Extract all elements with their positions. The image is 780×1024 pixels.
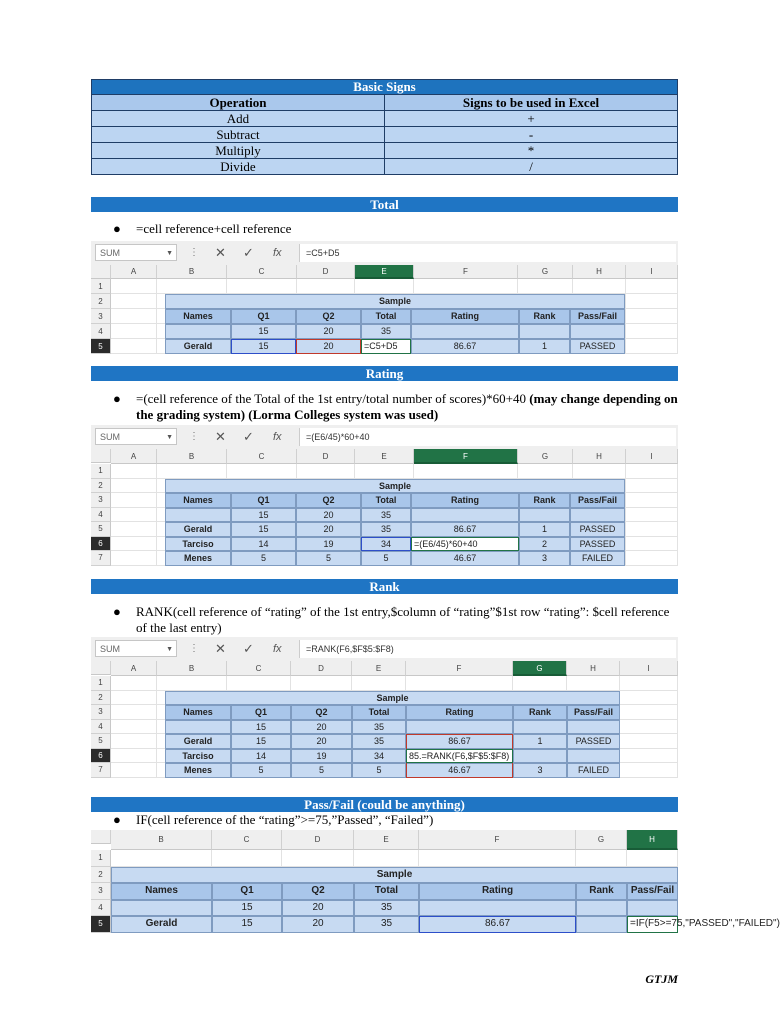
table-cell: FAILED: [567, 763, 620, 778]
table-cell: 2: [519, 537, 570, 552]
table-cell: 20: [296, 508, 361, 523]
section-title-total: Total: [91, 197, 678, 212]
header-operation: Operation: [92, 95, 385, 111]
bullet-dot: ●: [113, 604, 121, 619]
table-cell: [570, 508, 625, 523]
fx-icon[interactable]: fx: [273, 247, 282, 259]
x-icon[interactable]: ✕: [215, 429, 226, 444]
column-header-f[interactable]: F: [419, 830, 576, 850]
column-header-g[interactable]: G: [518, 265, 573, 279]
bullet-dot: ●: [113, 812, 121, 827]
table-cell: 3: [519, 551, 570, 566]
table-cell: [576, 900, 627, 917]
table-cell: Gerald: [165, 522, 231, 537]
row-header-3[interactable]: 3: [91, 493, 111, 508]
reference-highlight: [231, 339, 296, 354]
formula-bar: [91, 241, 678, 265]
table-cell: 5: [361, 551, 411, 566]
fx-icon[interactable]: fx: [273, 643, 282, 655]
bullet-dot: ●: [113, 391, 121, 406]
column-header-e[interactable]: E: [352, 661, 406, 676]
table-cell: 46.67: [406, 763, 513, 778]
column-header-a[interactable]: A: [111, 449, 157, 464]
operation-cell: Divide: [92, 159, 385, 175]
bullet-dot: ●: [113, 221, 121, 236]
gridline: [625, 279, 626, 354]
formula-bar: [91, 425, 678, 449]
more-icon: ⋮: [189, 431, 199, 442]
rating-bullet-text: [136, 391, 681, 423]
column-header-e[interactable]: E: [355, 449, 414, 464]
row-header-6[interactable]: 6: [91, 749, 111, 764]
table-cell: 5: [352, 763, 406, 778]
table-cell: [165, 720, 231, 735]
select-all-corner[interactable]: [91, 265, 111, 279]
table-cell: [513, 720, 567, 735]
sign-cell: *: [385, 143, 678, 159]
column-header-d[interactable]: D: [291, 661, 352, 676]
row-header-4[interactable]: 4: [91, 508, 111, 523]
column-label-total: Total: [352, 705, 406, 720]
column-label-q1: Q1: [212, 883, 282, 900]
column-label-q2: Q2: [296, 493, 361, 508]
sample-title: Sample: [165, 294, 625, 309]
excel-screenshot-total: [91, 241, 678, 359]
header-signs: Signs to be used in Excel: [385, 95, 678, 111]
table-cell: 14: [231, 537, 296, 552]
column-header-c[interactable]: C: [227, 449, 297, 464]
formula-input[interactable]: =(E6/45)*60+40: [299, 428, 676, 446]
table-cell: 20: [282, 916, 354, 933]
column-header-e[interactable]: E: [355, 265, 414, 279]
table-cell: 15: [231, 339, 296, 354]
table-cell: Tarciso: [165, 749, 231, 764]
chevron-down-icon[interactable]: ▼: [166, 434, 173, 441]
table-cell: 20: [296, 339, 361, 354]
column-header-i[interactable]: I: [626, 265, 678, 279]
column-header-e[interactable]: E: [354, 830, 419, 850]
table-cell: 5: [231, 551, 296, 566]
column-label-rating: Rating: [411, 309, 519, 324]
column-label-rank: Rank: [519, 309, 570, 324]
column-header-h[interactable]: H: [573, 265, 626, 279]
row-header-2[interactable]: 2: [91, 867, 111, 884]
column-label-total: Total: [361, 493, 411, 508]
formula-input[interactable]: =C5+D5: [299, 244, 676, 262]
row-header-1[interactable]: 1: [91, 676, 111, 691]
table-cell: 35: [361, 508, 411, 523]
chevron-down-icon[interactable]: ▼: [166, 250, 173, 257]
rank-bullet-text: RANK(cell reference of “rating” of the 1st entry,$column of “rating”$1st row “rating”: $cell reference of the last entry): [136, 604, 670, 635]
rating-bullet-formula: =(cell reference of the Total of the 1st entry/total number of scores)*60+40: [136, 391, 527, 406]
basic-signs-title: Basic Signs: [92, 80, 678, 95]
table-cell: 35: [361, 324, 411, 339]
table-cell: 5: [291, 763, 352, 778]
table-cell: 20: [282, 900, 354, 917]
column-label-rank: Rank: [513, 705, 567, 720]
row-header-2[interactable]: 2: [91, 294, 111, 309]
table-cell: 20: [291, 720, 352, 735]
select-all-corner[interactable]: [91, 449, 111, 463]
table-cell: 15: [231, 324, 296, 339]
column-label-q1: Q1: [231, 705, 291, 720]
column-header-f[interactable]: F: [414, 265, 518, 279]
table-cell: [567, 720, 620, 735]
row-header-1[interactable]: 1: [91, 279, 111, 294]
more-icon: ⋮: [189, 247, 199, 258]
table-cell: 34: [361, 537, 411, 552]
gridline: [156, 464, 157, 566]
column-header-c[interactable]: C: [212, 830, 282, 850]
column-label-q2: Q2: [296, 309, 361, 324]
table-cell: [165, 508, 231, 523]
table-cell: 35: [352, 720, 406, 735]
table-cell: Gerald: [111, 916, 212, 933]
column-header-c[interactable]: C: [227, 265, 297, 279]
sample-title: Sample: [165, 691, 620, 706]
table-cell: PASSED: [567, 734, 620, 749]
column-header-d[interactable]: D: [282, 830, 354, 850]
table-cell: 15: [231, 508, 296, 523]
row-header-1[interactable]: 1: [91, 850, 111, 867]
table-cell: 1: [519, 339, 570, 354]
table-cell: [570, 324, 625, 339]
reference-highlight: [361, 537, 411, 552]
table-cell: Menes: [165, 551, 231, 566]
column-header-f[interactable]: F: [406, 661, 513, 676]
column-label-q2: Q2: [282, 883, 354, 900]
column-label-passfail: Pass/Fail: [627, 883, 678, 900]
table-cell: 3: [513, 763, 567, 778]
column-label-passfail: Pass/Fail: [570, 309, 625, 324]
column-label-passfail: Pass/Fail: [567, 705, 620, 720]
column-header-d[interactable]: D: [297, 265, 355, 279]
row-header-7[interactable]: 7: [91, 551, 111, 566]
table-cell: [406, 720, 513, 735]
section-title-rating: Rating: [91, 366, 678, 381]
table-cell: Tarciso: [165, 537, 231, 552]
column-label-q1: Q1: [231, 493, 296, 508]
column-header-b[interactable]: B: [157, 265, 227, 279]
excel-screenshot-passfail: [91, 830, 780, 930]
column-label-passfail: Pass/Fail: [570, 493, 625, 508]
table-cell: 35: [354, 916, 419, 933]
table-cell: 19: [296, 537, 361, 552]
row-header-2[interactable]: 2: [91, 691, 111, 706]
column-header-a[interactable]: A: [111, 265, 157, 279]
table-cell: 15: [231, 734, 291, 749]
table-cell: [519, 508, 570, 523]
row-header-6[interactable]: 6: [91, 537, 111, 552]
table-cell: PASSED: [570, 537, 625, 552]
row-header-5[interactable]: 5: [91, 734, 111, 749]
table-cell: [519, 324, 570, 339]
select-all-corner[interactable]: [91, 830, 111, 844]
table-cell: 20: [291, 734, 352, 749]
name-box[interactable]: SUM ▼: [95, 244, 177, 261]
check-icon[interactable]: ✓: [243, 245, 254, 260]
operation-cell: Subtract: [92, 127, 385, 143]
table-cell: [576, 916, 627, 933]
gridline: [677, 464, 678, 566]
column-header-b[interactable]: B: [157, 661, 227, 676]
table-cell: Gerald: [165, 339, 231, 354]
operation-cell: Add: [92, 111, 385, 127]
table-cell: Gerald: [165, 734, 231, 749]
gridline: [677, 279, 678, 354]
table-cell: 35: [354, 900, 419, 917]
total-bullet-text: =cell reference+cell reference: [136, 221, 292, 236]
select-all-corner[interactable]: [91, 661, 111, 675]
editing-cell[interactable]: =(E6/45)*60+40: [411, 537, 519, 552]
table-cell: FAILED: [570, 551, 625, 566]
table-cell: [419, 900, 576, 917]
column-label-q1: Q1: [231, 309, 296, 324]
column-label-total: Total: [361, 309, 411, 324]
table-cell: [165, 324, 231, 339]
column-label-rating: Rating: [406, 705, 513, 720]
check-icon[interactable]: ✓: [243, 641, 254, 656]
row-header-7[interactable]: 7: [91, 763, 111, 778]
rating-bullet-note: (may change depending on the grading system) (Lorma Colleges system was used): [136, 391, 678, 422]
table-cell: 15: [212, 900, 282, 917]
table-cell: 86.67: [411, 522, 519, 537]
table-cell: 15: [231, 522, 296, 537]
fx-icon[interactable]: fx: [273, 431, 282, 443]
column-header-c[interactable]: C: [227, 661, 291, 676]
row-header-4[interactable]: 4: [91, 900, 111, 917]
row-header-5[interactable]: 5: [91, 339, 111, 354]
excel-screenshot-rank: [91, 637, 678, 781]
column-header-d[interactable]: D: [297, 449, 355, 464]
column-header-h[interactable]: H: [567, 661, 620, 676]
column-label-names: Names: [165, 493, 231, 508]
table-cell: 1: [513, 734, 567, 749]
table-cell: 14: [231, 749, 291, 764]
sign-cell: -: [385, 127, 678, 143]
table-cell: [411, 324, 519, 339]
table-cell: 19: [291, 749, 352, 764]
table-cell: [627, 900, 678, 917]
row-header-5[interactable]: 5: [91, 522, 111, 537]
table-cell: 86.67: [419, 916, 576, 933]
table-cell: 20: [296, 522, 361, 537]
section-title-rank: Rank: [91, 579, 678, 594]
column-label-rating: Rating: [419, 883, 576, 900]
signature: GTJM: [645, 972, 678, 986]
table-cell: 86.67: [406, 734, 513, 749]
column-header-b[interactable]: B: [157, 449, 227, 464]
name-box[interactable]: SUM ▼: [95, 640, 177, 657]
table-cell: [411, 508, 519, 523]
column-header-b[interactable]: B: [111, 830, 212, 850]
row-header-2[interactable]: 2: [91, 479, 111, 494]
sign-cell: /: [385, 159, 678, 175]
sign-cell: +: [385, 111, 678, 127]
formula-bar: [91, 637, 678, 661]
column-label-total: Total: [354, 883, 419, 900]
sample-title: Sample: [111, 867, 678, 884]
column-label-rank: Rank: [576, 883, 627, 900]
row-header-4[interactable]: 4: [91, 324, 111, 339]
excel-screenshot-rating: [91, 425, 678, 572]
column-label-names: Names: [165, 705, 231, 720]
table-cell: 20: [296, 324, 361, 339]
editing-cell[interactable]: 85.=RANK(F6,$F$5:$F8): [406, 749, 513, 764]
sample-title: Sample: [165, 479, 625, 494]
table-cell: 35: [361, 522, 411, 537]
table-cell: [513, 749, 567, 764]
table-cell: 15: [212, 916, 282, 933]
column-header-h[interactable]: H: [627, 830, 678, 850]
table-cell: 5: [296, 551, 361, 566]
table-cell: Menes: [165, 763, 231, 778]
column-label-names: Names: [111, 883, 212, 900]
formula-input[interactable]: =RANK(F6,$F$5:$F8): [299, 640, 676, 658]
table-cell: 35: [352, 734, 406, 749]
column-header-g[interactable]: G: [513, 661, 567, 676]
x-icon[interactable]: ✕: [215, 641, 226, 656]
row-header-3[interactable]: 3: [91, 705, 111, 720]
editing-cell[interactable]: =C5+D5: [361, 339, 411, 354]
reference-highlight: [419, 916, 576, 933]
column-header-f[interactable]: F: [414, 449, 518, 464]
gridline: [625, 464, 626, 566]
name-box[interactable]: SUM ▼: [95, 428, 177, 445]
section-title-passfail: Pass/Fail (could be anything): [91, 797, 678, 812]
row-header-3[interactable]: 3: [91, 883, 111, 900]
operation-cell: Multiply: [92, 143, 385, 159]
table-cell: [567, 749, 620, 764]
passfail-bullet-text: IF(cell reference of the “rating”>=75,”Passed”, “Failed”): [136, 812, 434, 827]
gridline: [156, 279, 157, 354]
gridline: [677, 676, 678, 778]
column-label-names: Names: [165, 309, 231, 324]
column-header-a[interactable]: A: [111, 661, 157, 676]
editing-cell[interactable]: =IF(F5>=75,"PASSED","FAILED"): [627, 916, 678, 933]
table-cell: 1: [519, 522, 570, 537]
table-cell: 86.67: [411, 339, 519, 354]
row-header-1[interactable]: 1: [91, 464, 111, 479]
more-icon: ⋮: [189, 643, 199, 654]
reference-highlight: [296, 339, 361, 354]
table-cell: [111, 900, 212, 917]
column-label-rating: Rating: [411, 493, 519, 508]
check-icon[interactable]: ✓: [243, 429, 254, 444]
chevron-down-icon[interactable]: ▼: [166, 646, 173, 653]
table-cell: PASSED: [570, 522, 625, 537]
gridline: [156, 676, 157, 778]
basic-signs-table: [91, 79, 678, 175]
column-header-g[interactable]: G: [576, 830, 627, 850]
column-header-g[interactable]: G: [518, 449, 573, 464]
column-header-h[interactable]: H: [573, 449, 626, 464]
table-cell: 5: [231, 763, 291, 778]
column-label-q2: Q2: [291, 705, 352, 720]
row-header-4[interactable]: 4: [91, 720, 111, 735]
row-header-5[interactable]: 5: [91, 916, 111, 933]
row-header-3[interactable]: 3: [91, 309, 111, 324]
column-header-i[interactable]: I: [626, 449, 678, 464]
x-icon[interactable]: ✕: [215, 245, 226, 260]
column-header-i[interactable]: I: [620, 661, 678, 676]
table-cell: 34: [352, 749, 406, 764]
table-cell: 15: [231, 720, 291, 735]
table-cell: 46.67: [411, 551, 519, 566]
column-label-rank: Rank: [519, 493, 570, 508]
table-cell: PASSED: [570, 339, 625, 354]
